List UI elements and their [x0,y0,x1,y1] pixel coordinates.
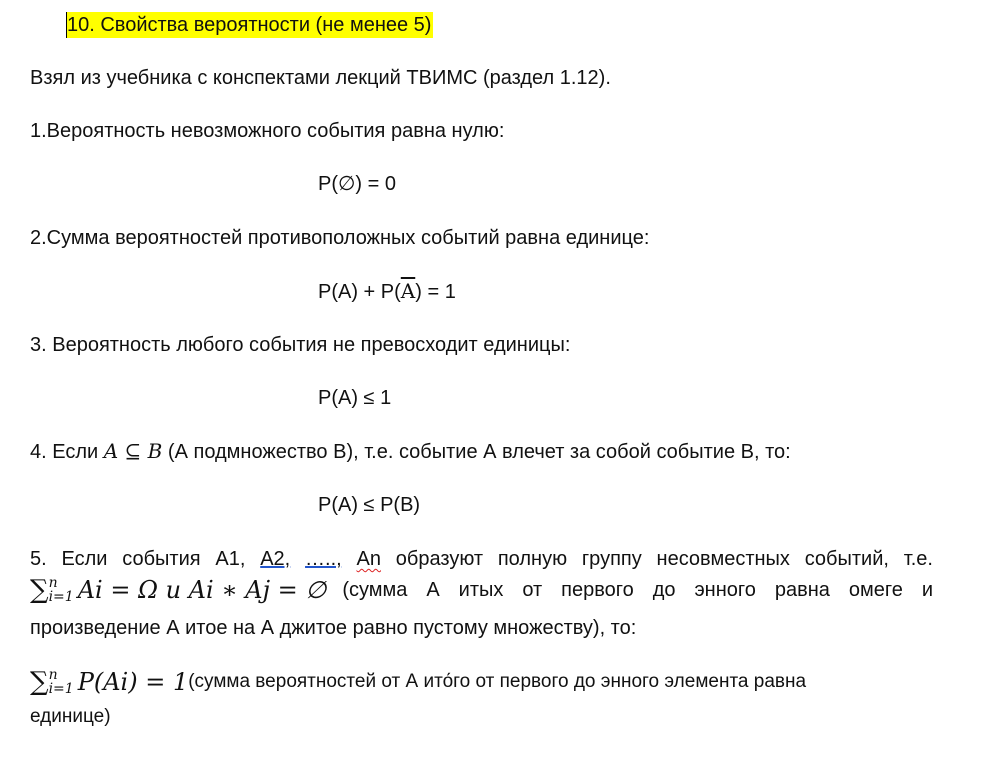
word: до [652,579,676,601]
word: А [426,579,440,601]
formula-complement: $\overline{A}$ [400,279,416,303]
property-5-explanation [342,578,933,602]
word: энного [694,579,756,601]
property-6-text: (сумма вероятностей от А ито́го от первого до энного элемента равна [188,671,807,692]
word: и [921,579,933,601]
sum-lower: i=1 [48,589,74,605]
formula-left: P(A) + P( [318,281,401,303]
sum-lower: i=1 [48,681,74,697]
property-4-prefix: 4. Если [30,441,104,463]
word: от [522,579,543,601]
word: Если [61,548,108,570]
word: события [122,548,201,570]
formula-right: ) = 1 [415,281,456,303]
word: несовместных [656,548,790,570]
section-heading: 10. Свойства вероятности (не менее 5) [67,14,432,36]
property-6-line2: единице) [30,706,111,727]
property-4-math: A ⊆ B [103,439,163,463]
property-5-line2 [30,576,933,604]
property-1-formula: P(∅) = 0 [318,173,396,195]
word: итых [458,579,504,601]
word: А2, [260,548,291,570]
property-4-suffix: (А подмножество В), т.е. событие А влечет за собой событие В, то: [162,441,791,463]
word: полную [497,548,568,570]
word: 5. [30,548,47,570]
property-4-text [30,439,791,464]
property-2-formula [318,279,456,304]
word: омеге [848,579,903,601]
property-3-formula: P(A) ≤ 1 [318,387,392,409]
sum-limits [49,576,74,604]
sum-symbol: ∑ [30,575,49,605]
word: событий, [804,548,889,570]
word: An [356,548,381,570]
intro-paragraph: Взял из учебника с конспектами лекций ТВИМС (раздел 1.12). [30,67,611,89]
property-1-text: 1.Вероятность невозможного события равна нулю: [30,120,505,142]
word: ….., [305,548,342,570]
property-5-line3: произведение А итое на А джитое равно пустому множеству), то: [30,617,637,639]
word: равна [774,579,830,601]
property-3-text: 3. Вероятность любого события не превосходит единицы: [30,334,571,356]
word: т.е. [903,548,933,570]
word: группу [581,548,642,570]
word: (сумма [342,579,408,601]
property-2-text: 2.Сумма вероятностей противоположных событий равна единице: [30,227,650,249]
sum-upper: n [48,575,58,591]
property-6-line1 [30,668,806,696]
word: первого [561,579,634,601]
property-5-math: Ai = Ω и Ai ∗ Aj = ∅ [77,576,327,604]
sum-limits [49,668,74,696]
sum-symbol: ∑ [30,667,49,697]
property-5-line1 [30,547,933,571]
word: А1, [215,548,246,570]
word: образуют [395,548,484,570]
property-6-math: P(Ai) = 1 [77,668,189,696]
property-4-formula: P(A) ≤ P(B) [318,494,421,516]
sum-upper: n [48,667,58,683]
